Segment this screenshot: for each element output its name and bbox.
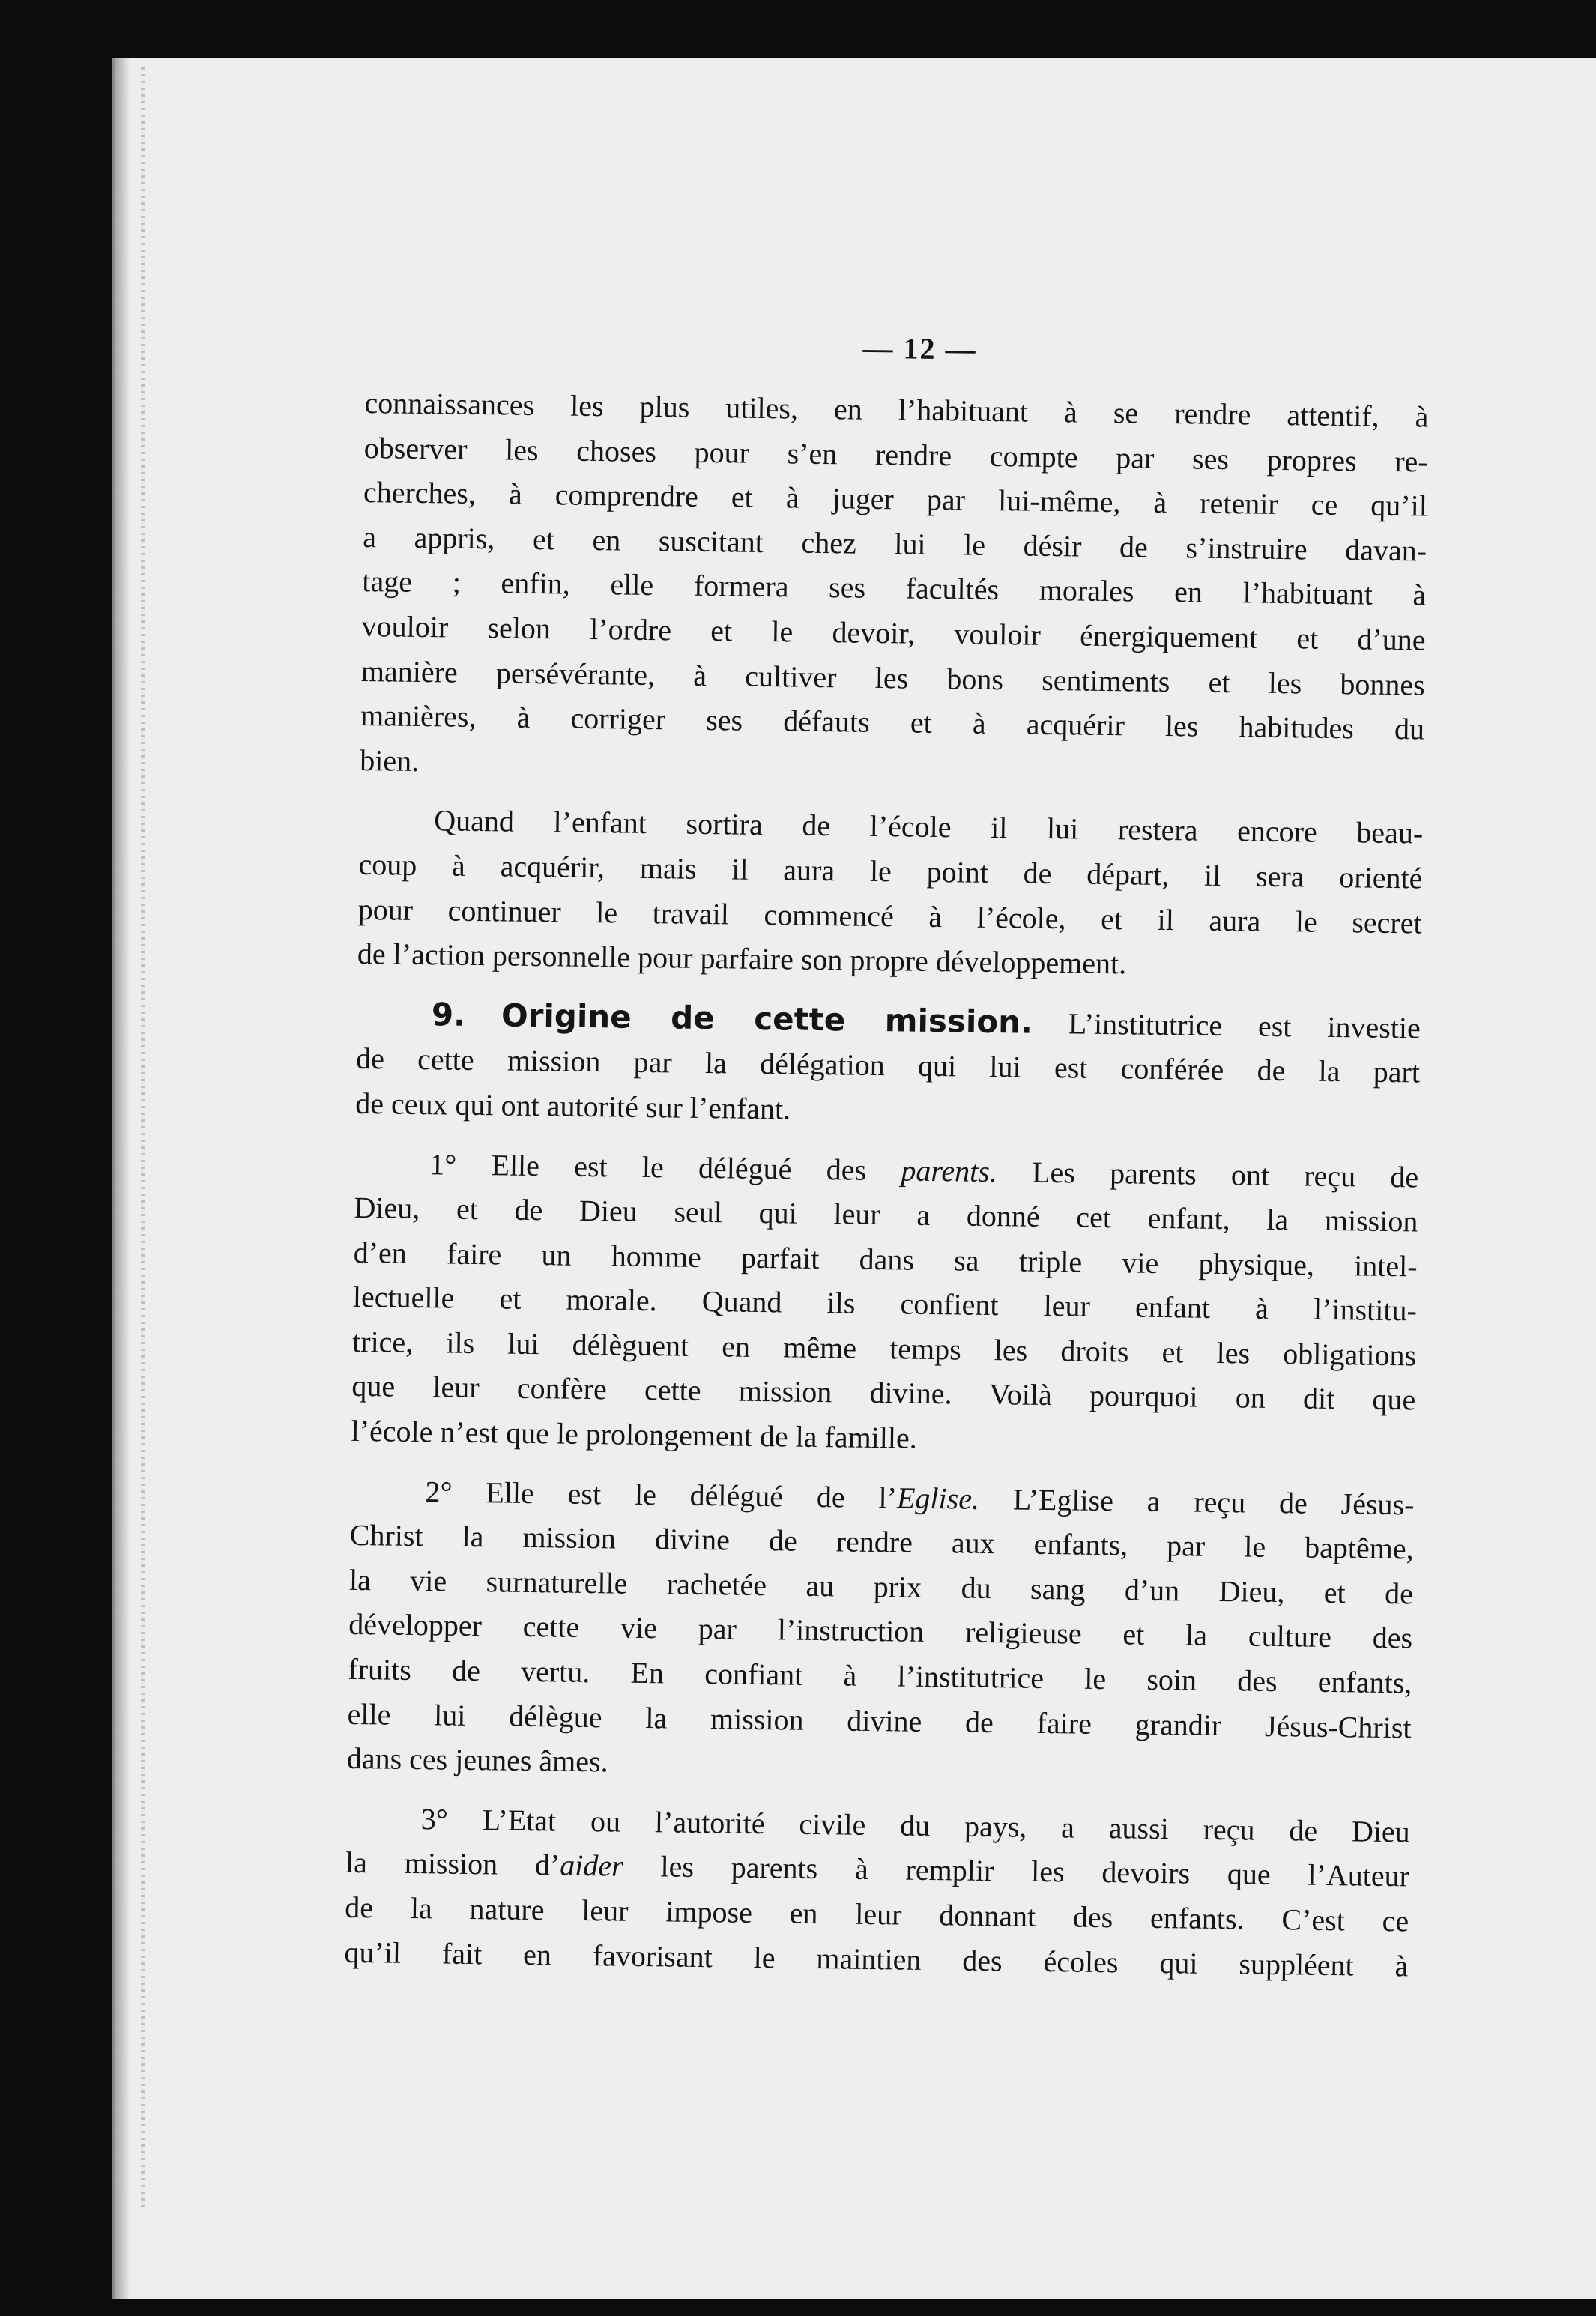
item-emphasis: Eglise. <box>896 1481 980 1516</box>
item-emphasis: parents. <box>901 1152 998 1188</box>
text-line: de la nature leur impose en leur donnant des enfants. C’est ce <box>345 1890 1409 1938</box>
paragraph-2 <box>357 797 1424 990</box>
text-line: bien. <box>360 743 420 778</box>
page-edge-shadow <box>112 58 130 2299</box>
text-line: trice, ils lui délèguent en même temps les droits et les obligations <box>351 1324 1417 1373</box>
text-line: tage ; enfin, elle formera ses facultés morales en l’habituant à <box>362 564 1427 612</box>
item-2 <box>347 1469 1415 1795</box>
text-line: de cette mission par la délégation qui lui est conférée de la part <box>355 1041 1421 1089</box>
section-title: Origine de cette mission. <box>501 997 1033 1041</box>
text-line: dans ces jeunes âmes. <box>346 1741 608 1779</box>
text-line: Christ la mission divine de rendre aux enfants, par le baptême, <box>349 1518 1414 1566</box>
item-lead: 2° Elle est le délégué de l’ <box>425 1474 898 1515</box>
text-line: connaissances les plus utiles, en l’habituant à se rendre attentif, à <box>364 385 1429 434</box>
item-lead: 1° Elle est le délégué des <box>429 1146 867 1187</box>
text-line: développer cette vie par l’instruction religieuse et la culture des <box>348 1607 1413 1655</box>
text-line: vouloir selon l’ordre et le devoir, vouloir énergiquement et d’une <box>361 608 1426 657</box>
item-1 <box>351 1140 1418 1467</box>
text-line: observer les choses pour s’en rendre compte par ses propres re- <box>363 430 1428 479</box>
text-line: Dieu, et de Dieu seul qui leur a donné cet enfant, la mission <box>354 1190 1418 1239</box>
line-pre: la mission d’ <box>345 1845 560 1882</box>
text-line: pour continuer le travail commencé à l’école, et il aura le secret <box>357 892 1422 940</box>
text-line: de ceux qui ont autorité sur l’enfant. <box>355 1086 791 1126</box>
text-line: manière persévérante, à cultiver les bons sentiments et les bonnes <box>360 653 1426 702</box>
paragraph-1 <box>360 381 1429 796</box>
section-9 <box>355 991 1421 1140</box>
text-line: l’école n’est que le prolongement de la famille. <box>351 1413 918 1455</box>
item-3 <box>344 1796 1410 1989</box>
section-first-line-rest: L’institutrice est investie <box>1068 1006 1421 1045</box>
text-line: Quand l’enfant sortira de l’école il lui restera encore beau- <box>434 803 1424 850</box>
text-line: a appris, et en suscitant chez lui le désir de s’instruire davan- <box>362 519 1427 568</box>
line-post: les parents à remplir les devoirs que l’Auteur <box>623 1849 1410 1893</box>
item-first-rest: Les parents ont reçu de <box>1031 1155 1419 1194</box>
text-line: lectuelle et morale. Quand ils confient leur enfant à l’institu- <box>352 1280 1418 1328</box>
text-line: fruits de vertu. En confiant à l’institutrice le soin des enfants, <box>348 1651 1412 1700</box>
binding-spine <box>141 67 145 2210</box>
text-line: que leur confère cette mission divine. Voilà pourquoi on dit que <box>351 1369 1416 1417</box>
text-line: de l’action personnelle pour parfaire son propre développement. <box>357 937 1127 981</box>
text-line: elle lui délègue la mission divine de faire grandir Jésus-Christ <box>347 1696 1412 1745</box>
text-line: la vie surnaturelle rachetée au prix du sang d’un Dieu, et de <box>348 1562 1414 1611</box>
page-number: — 12 — <box>862 330 977 366</box>
item-first-line: 3° L’Etat ou l’autorité civile du pays, a aussi reçu de Dieu <box>420 1801 1411 1849</box>
text-line: d’en faire un homme parfait dans sa triple vie physique, intel- <box>353 1235 1418 1284</box>
item-emphasis: aider <box>560 1848 624 1884</box>
text-line: manières, à corriger ses défauts et à acquérir les habitudes du <box>360 698 1425 746</box>
text-line: cherches, à comprendre et à juger par lui-même, à retenir ce qu’il <box>363 475 1428 523</box>
text-line: qu’il fait en favorisant le maintien des écoles qui suppléent à <box>344 1935 1409 1983</box>
page-text <box>344 322 1430 2004</box>
text-line: coup à acquérir, mais il aura le point de départ, il sera orienté <box>358 847 1423 895</box>
section-number: 9. <box>431 995 466 1033</box>
item-first-rest: L’Eglise a reçu de Jésus- <box>1012 1482 1415 1522</box>
